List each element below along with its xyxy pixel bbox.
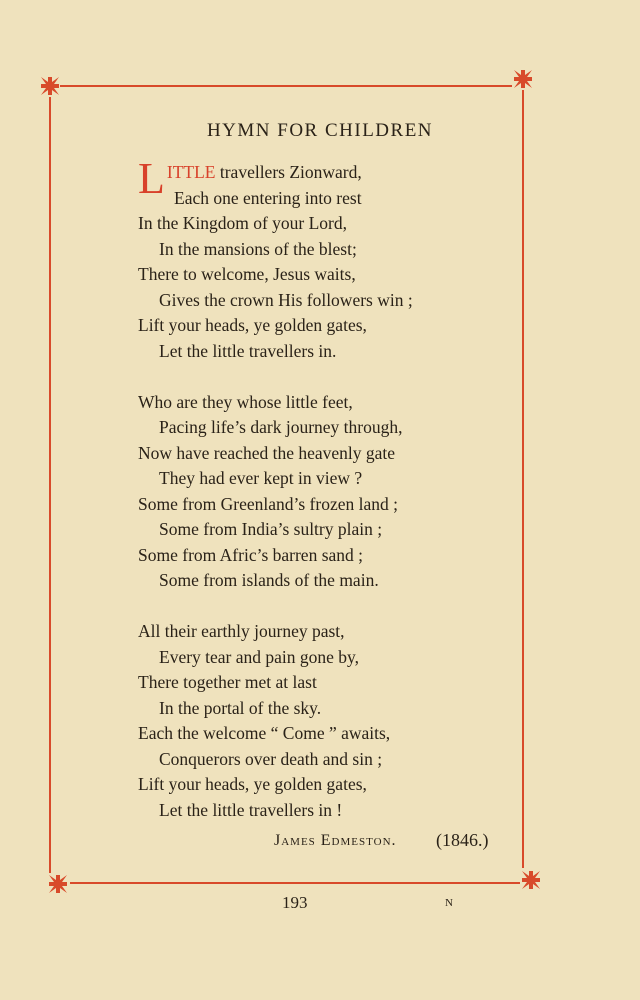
poem-line: All their earthly journey past,	[138, 621, 345, 641]
poem-line: Pacing life’s dark journey through,	[159, 417, 403, 437]
border-top-rule	[60, 85, 512, 87]
cross-pattee-icon	[47, 873, 69, 895]
border-right-rule	[522, 90, 524, 868]
hymn-title: HYMN FOR CHILDREN	[206, 120, 434, 141]
poem-line: Each one entering into rest	[174, 187, 362, 208]
poem-line: Some from islands of the main.	[159, 570, 379, 590]
cross-pattee-icon	[512, 68, 534, 90]
cross-pattee-icon	[39, 75, 61, 97]
page-number: 193	[282, 893, 308, 912]
signature-mark: N	[445, 897, 453, 909]
first-line-rest: travellers Zionward,	[215, 162, 362, 182]
year: (1846.)	[436, 830, 489, 850]
poem-line: There to welcome, Jesus waits,	[138, 264, 356, 284]
poem-body	[138, 154, 413, 823]
poem-line: Let the little travellers in.	[159, 340, 337, 361]
poem-line: Conquerors over death and sin ;	[159, 748, 383, 769]
poem-line: Some from Afric’s barren sand ;	[138, 544, 364, 565]
author-attribution	[274, 832, 397, 850]
poem-line: Every tear and pain gone by,	[159, 646, 360, 667]
drop-cap: L	[138, 154, 165, 203]
poem-line: Each the welcome “ Come ” awaits,	[138, 723, 391, 743]
poem-line: Lift your heads, ye golden gates,	[138, 774, 367, 794]
poem-line: In the Kingdom of your Lord,	[138, 213, 347, 233]
cross-pattee-icon	[520, 869, 542, 891]
border-bottom-rule	[70, 882, 520, 884]
poem-line: Some from Greenland’s frozen land ;	[138, 493, 398, 514]
poem-line: Who are they whose little feet,	[138, 391, 353, 412]
poem-line: Lift your heads, ye golden gates,	[138, 315, 367, 335]
poem-line: Gives the crown His followers win ;	[159, 289, 413, 310]
first-word-rest: ITTLE	[166, 162, 216, 182]
poem-line: They had ever kept in view ?	[159, 468, 363, 488]
author-name: James Edmeston.	[274, 832, 397, 849]
poem-line: Some from India’s sultry plain ;	[159, 519, 383, 539]
poem-line: Now have reached the heavenly gate	[138, 442, 396, 463]
poem-line: In the portal of the sky.	[159, 697, 322, 718]
border-left-rule	[49, 97, 51, 873]
poem-line: In the mansions of the blest;	[159, 238, 357, 259]
poem-line: Let the little travellers in !	[159, 799, 343, 820]
poem-line: There together met at last	[138, 672, 317, 692]
